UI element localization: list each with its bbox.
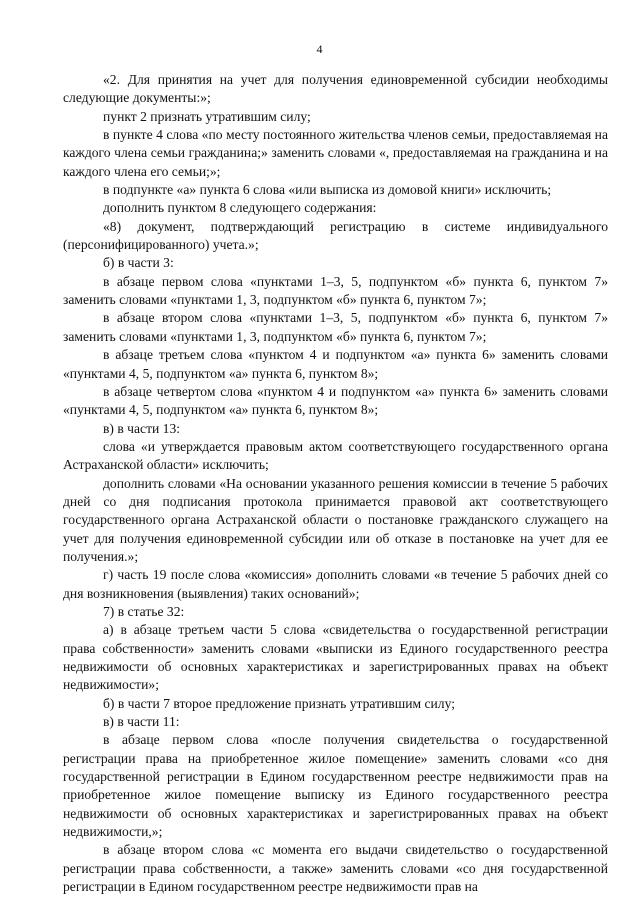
paragraph: 7) в статье 32: bbox=[103, 603, 185, 619]
paragraph: слова «и утверждается правовым актом соответствующего государственного органа Астраханской области» исключить; bbox=[63, 438, 608, 473]
paragraph: в абзаце четвертом слова «пунктом 4 и подпунктом «а» пункта 6» заменить словами «пунктами 4, 5, подпунктом «а» пункта 6, пунктом 8»; bbox=[63, 383, 608, 418]
paragraph: дополнить пунктом 8 следующего содержания: bbox=[103, 200, 377, 216]
paragraph: в пункте 4 слова «по месту постоянного жительства членов семьи, предоставляемая на каждого члена семьи гражданина;» заменить словами «, предоставляемая на гражданина и на каждого члена его семьи;»; bbox=[63, 127, 608, 179]
paragraph: в абзаце втором слова «пунктами 1–3, 5, подпунктом «б» пункта 6, пунктом 7» заменить словами «пунктами 1, 3, подпунктом «б» пункта 6, пунктом 7»; bbox=[63, 310, 608, 344]
paragraph: в) в части 11: bbox=[103, 714, 180, 730]
paragraph: г) часть 19 после слова «комиссия» дополнить словами «в течение 5 рабочих дней со дня возникновения (выявления) таких оснований»; bbox=[63, 567, 608, 601]
paragraph: в) в части 13: bbox=[103, 420, 181, 436]
paragraph: в абзаце первом слова «после получения свидетельства о государственной регистрации права на приобретенное жилое помещение» заменить словами «со дня государственной регистрации в Едином государственном реестре недвижимости прав на приобретенное жилое помещение выписку из Единого государственного реестра недвижимости об основных характеристиках и зарегистрированных правах на объект недвижимости,»; bbox=[63, 732, 608, 840]
paragraph: в абзаце втором слова «с момента его выдачи свидетельство о государственной регистрации права собственности, а также» заменить словами «со дня государственной регистрации в Едином государственном реестре недвижимости прав на bbox=[63, 842, 608, 895]
paragraph: «8) документ, подтверждающий регистрацию в системе индивидуального (персонифицированного) учета.»; bbox=[63, 218, 608, 253]
paragraph: в подпункте «а» пункта 6 слова «или выписка из домовой книги» исключить; bbox=[103, 182, 552, 198]
document-body bbox=[63, 71, 608, 896]
paragraph: дополнить словами «На основании указанного решения комиссии в течение 5 рабочих дней со дня подписания протокола принимается правовой акт соответствующего государственного органа Астраханской области о постановке гражданского служащего на учет для получения единовременной субсидии или об отказе в постановке на учет для ее получения.»; bbox=[63, 475, 608, 564]
paragraph: в абзаце первом слова «пунктами 1–3, 5, подпунктом «б» пункта 6, пунктом 7» заменить словами «пунктами 1, 3, подпунктом «б» пункта 6, пунктом 7»; bbox=[63, 273, 608, 308]
paragraph: б) в части 7 второе предложение признать утратившим силу; bbox=[103, 695, 455, 711]
paragraph: б) в части 3: bbox=[103, 255, 174, 271]
page-number: 4 bbox=[316, 42, 323, 56]
paragraph: в абзаце третьем слова «пунктом 4 и подпунктом «а» пункта 6» заменить словами «пунктами 4, 5, подпунктом «а» пункта 6, пунктом 8»; bbox=[63, 347, 608, 381]
paragraph: пункт 2 признать утратившим силу; bbox=[103, 108, 311, 124]
paragraph: а) в абзаце третьем части 5 слова «свидетельства о государственной регистрации права собственности» заменить словами «выписки из Единого государственного реестра недвижимости об основных характеристиках и зарегистрированных правах на объект недвижимости»; bbox=[63, 622, 608, 693]
paragraph: «2. Для принятия на учет для получения единовременной субсидии необходимы следующие документы:»; bbox=[63, 72, 608, 106]
